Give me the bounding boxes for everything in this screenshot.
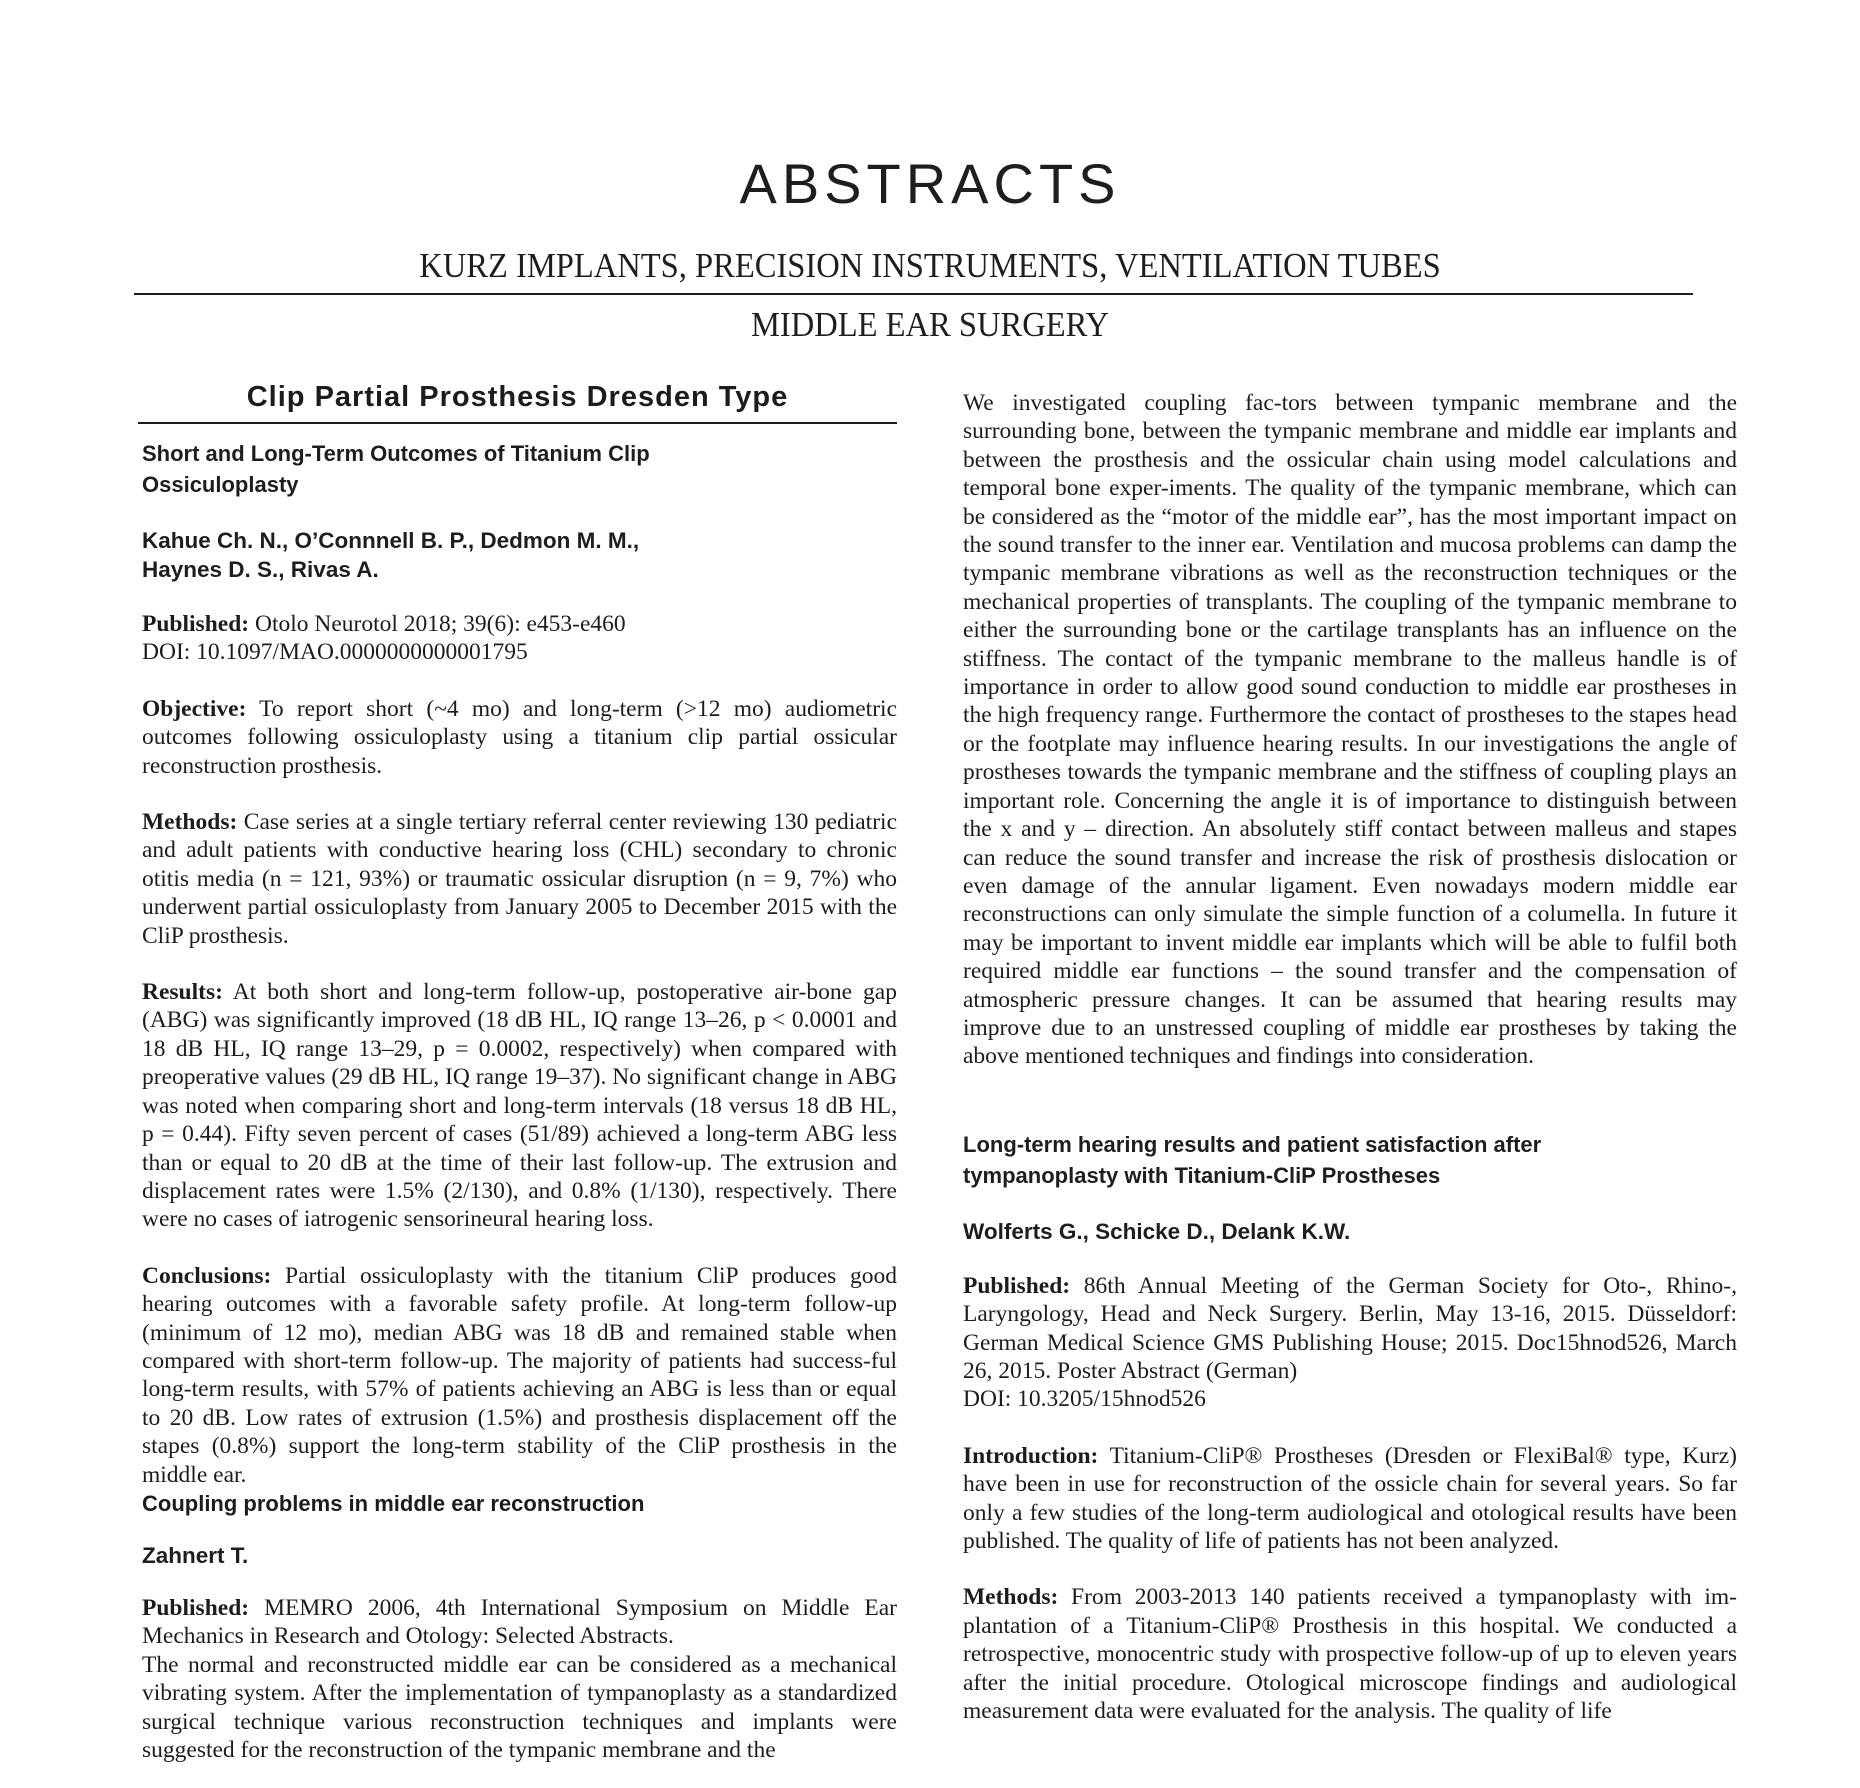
title-line: tympanoplasty with Titanium-CliP Prostheses: [963, 1162, 1441, 1188]
published-label: Published:: [142, 1594, 250, 1621]
objective-label: Objective:: [142, 695, 247, 722]
results-paragraph: [142, 978, 897, 1234]
results-label: Results:: [142, 979, 223, 1006]
authors-line: Kahue Ch. N., O’Connnell B. P., Dedmon M. M.,: [142, 528, 640, 553]
introduction-label: Introduction:: [963, 1442, 1099, 1469]
doi: DOI: 10.1097/MAO.0000000000001795: [142, 639, 528, 666]
article-title: Coupling problems in middle ear reconstruction: [142, 1490, 645, 1516]
introduction-paragraph: [963, 1442, 1737, 1556]
article-authors: Wolferts G., Schicke D., Delank K.W.: [963, 1218, 1351, 1244]
article-authors: Zahnert T.: [142, 1542, 249, 1568]
body-paragraph: The normal and reconstructed middle ear can be considered as a mechanical vibrating system. After the implementation of tympanoplasty as a standardized surgical technique various reconstruction techniques and implants were suggested for the reconstruction of the tympanic membrane and the: [142, 1651, 897, 1763]
section-title: MIDDLE EAR SURGERY: [750, 305, 1110, 344]
article-long-term-results: [963, 1129, 1737, 1726]
introduction-text: Titanium-CliP® Prostheses (Dresden or FlexiBal® type, Kurz) have been in use for reconstruction of the ossicle chain for several years. So far only a few studies of the long-term audiological and otological results have been published. The quality of life of patients has not been analyzed.: [963, 1442, 1737, 1554]
objective-text: To report short (~4 mo) and long-term (>12 mo) audiometric outcomes following ossiculoplasty using a titanium clip partial ossicular reconstruction prosthesis.: [142, 695, 897, 779]
methods-paragraph: [142, 808, 897, 950]
conclusions-text: Partial ossiculoplasty with the titanium CliP produces good hearing outcomes with a favorable safety profile. At long-term follow-up (minimum of 12 mo), median ABG was 18 dB and remained stable when compared with short-term follow-up. The majority of patients had success-ful long-term results, with 57% of patients achieving an ABG is less than or equal to 20 dB. Low rates of extrusion (1.5%) and prosthesis displacement off the stapes (0.8%) support the long-term stability of the CliP prosthesis in the middle ear.: [142, 1262, 897, 1488]
article-coupling-problems: [142, 1489, 897, 1764]
published-label: Published:: [142, 611, 250, 637]
publication-info: [142, 610, 897, 667]
article-authors: [142, 526, 897, 584]
conclusions-label: Conclusions:: [142, 1262, 272, 1289]
article-clip-outcomes: [142, 438, 897, 1489]
methods-paragraph: [963, 1583, 1737, 1725]
published-value: Otolo Neurotol 2018; 39(6): e453-e460: [249, 611, 626, 637]
category-heading: Clip Partial Prosthesis Dresden Type: [138, 378, 897, 424]
left-column: [142, 378, 897, 1764]
doi: DOI: 10.3205/15hnod526: [963, 1386, 1206, 1413]
article-title: [963, 1129, 1737, 1191]
authors-line: Haynes D. S., Rivas A.: [142, 557, 379, 582]
conclusions-paragraph: [142, 1262, 897, 1489]
page-title: ABSTRACTS: [739, 152, 1121, 215]
published-label: Published:: [963, 1272, 1071, 1299]
methods-text: From 2003-2013 140 patients received a tympanoplasty with implantation of a Titanium-CliP® Prosthesis in this hospital. We conducted a retrospective, monocentric study with prospective follow-up of up to eleven years after the initial procedure. Otological microscope findings and audiological measurement data were evaluated for the analysis. The quality of life: [963, 1584, 1737, 1725]
methods-label: Methods:: [142, 809, 238, 836]
header-divider: [134, 293, 1693, 295]
publication-info: [963, 1272, 1737, 1414]
title-line: Long-term hearing results and patient satisfaction after: [963, 1131, 1542, 1157]
article-title: Short and Long-Term Outcomes of Titanium Clip Ossiculoplasty: [142, 441, 650, 497]
methods-label: Methods:: [963, 1584, 1059, 1611]
page-subtitle: KURZ IMPLANTS, PRECISION INSTRUMENTS, VENTILATION TUBES: [419, 246, 1441, 285]
results-text: At both short and long-term follow-up, postoperative air-bone gap (ABG) was significantly improved (18 dB HL, IQ range 13–26, p < 0.0001 and 18 dB HL, IQ range 13–29, p = 0.0002, respectively) when compared with preoperative values (29 dB HL, IQ range 19–37). No significant change in ABG was noted when comparing short and long-term intervals (18 versus 18 dB HL, p = 0.44). Fifty seven percent of cases (51/89) achieved a long-term ABG less than or equal to 20 dB at the time of their last follow-up. The extrusion and displacement rates were 1.5% (2/130), and 0.8% (1/130), respectively. There were no cases of iatrogenic sensorineural hearing loss.: [142, 979, 897, 1233]
objective-paragraph: [142, 695, 897, 780]
published-value: MEMRO 2006, 4th International Symposium on Middle Ear Mechanics in Research and Otology: Selected Abstracts.: [142, 1594, 897, 1650]
methods-text: Case series at a single tertiary referral center reviewing 130 pediatric and adult patients with conductive hearing loss (CHL) secondary to chronic otitis media (n = 121, 93%) or traumatic ossicular disruption (n = 9, 7%) who underwent partial ossiculoplasty from January 2005 to December 2015 with the CliP prosthesis.: [142, 809, 897, 949]
body-paragraph-continued: We investigated coupling fac-tors between tympanic membrane and the surrounding bone, between the tympanic membrane and middle ear implants and between the prosthesis and the ossicular chain using model calculations and temporal bone exper-iments. The quality of the tympanic membrane, which can be considered as the “motor of the middle ear”, has the most important impact on the sound transfer to the inner ear. Ventilation and mucosa problems can damp the tympanic membrane vibrations as well as the reconstruction techniques or the mechanical properties of transplants. The coupling of the tympanic membrane to either the surrounding bone or the cartilage transplants has an influence on the stiffness. The contact of the tympanic membrane to the malleus handle is of importance in order to allow good sound conduction to middle ear prostheses in the high frequency range. Furthermore the contact of prostheses to the stapes head or the footplate may influence hearing results. In our investigations the angle of prostheses towards the tympanic membrane and the stiffness of coupling plays an important role. Concerning the angle it is of importance to distinguish between the x and y – direction. An absolutely stiff contact between malleus and stapes can reduce the sound transfer and increase the risk of prosthesis dislocation or even damage of the annular ligament. Even nowadays modern middle ear reconstructions can only simulate the simple function of a columella. In future it may be important to invent middle ear implants which will be able to fulfil both required middle ear functions – the sound transfer and the compensation of atmospheric pressure changes. It can be assumed that hearing results may improve due to an unstressed coupling of middle ear prostheses by taking the above mentioned techniques and findings into consideration.: [963, 390, 1737, 1070]
right-column: [963, 389, 1737, 1725]
publication-info: [142, 1594, 897, 1651]
published-value: 86th Annual Meeting of the German Society for Oto-, Rhino-, Laryngology, Head and Neck Surgery. Berlin, May 13-16, 2015. Düsseldorf: German Medical Science GMS Publishing House; 2015. Doc15hnod526, March 26, 2015. Poster Abstract (German): [963, 1272, 1737, 1384]
